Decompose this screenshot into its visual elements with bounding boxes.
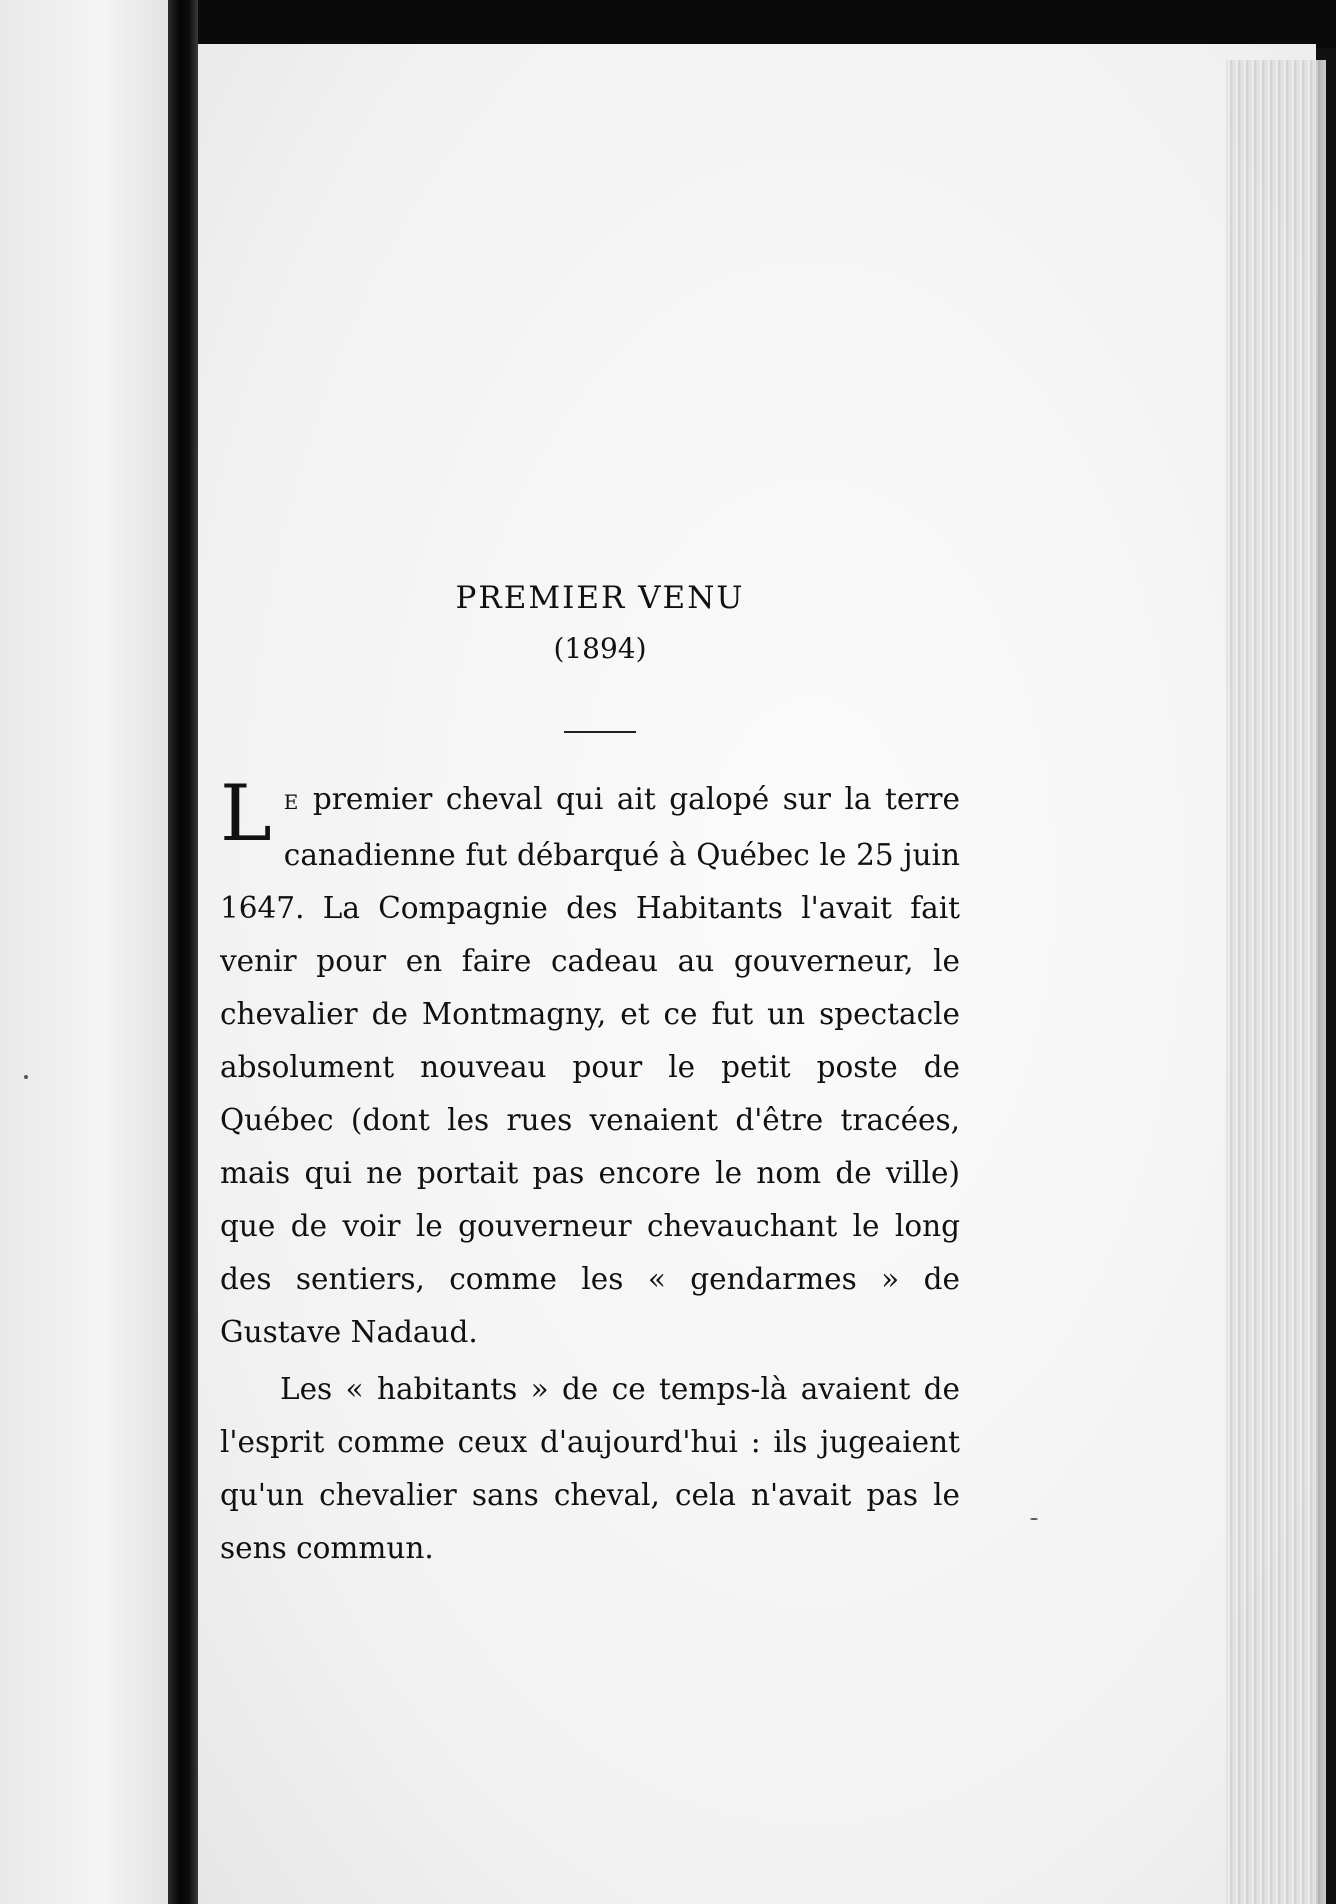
paragraph-2-text: Les « habitants » de ce temps-là avaient de l'esprit comme ceux d'aujourd'hui : ils jugeaient qu'un chevalier sans cheval, cela n'avait pas le sens commun.: [220, 1372, 960, 1565]
paragraph-2: [220, 1363, 960, 1575]
paragraph-1: [220, 769, 960, 1359]
section-rule: [564, 731, 636, 733]
drop-cap: L: [220, 769, 272, 859]
chapter-title: PREMIER VENU: [455, 580, 745, 616]
book-gutter: [168, 0, 198, 1904]
scan-top-shadow: [196, 0, 1336, 48]
paper-speck: [1030, 1518, 1038, 1520]
small-caps-lead: E: [283, 790, 300, 814]
left-page-edge: [0, 0, 172, 1904]
paper-speck: [24, 1075, 28, 1079]
page-edges: [1226, 60, 1326, 1904]
chapter-year: (1894): [553, 632, 647, 665]
paragraph-1-text: premier cheval qui ait galopé sur la terre canadienne fut débarqué à Québec le 25 juin 1647. La Compagnie des Habitants l'avait fait venir pour en faire cadeau au gouverneur, le chevalier de Montmagny, et ce fut un spectacle absolument nouveau pour le petit poste de Québec (dont les rues venaient d'être tracées, mais qui ne portait pas encore le nom de ville) que de voir le gouverneur chevauchant le long des sentiers, comme les « gendarmes » de Gustave Nadaud.: [220, 782, 960, 1349]
page-content: [220, 575, 960, 1575]
